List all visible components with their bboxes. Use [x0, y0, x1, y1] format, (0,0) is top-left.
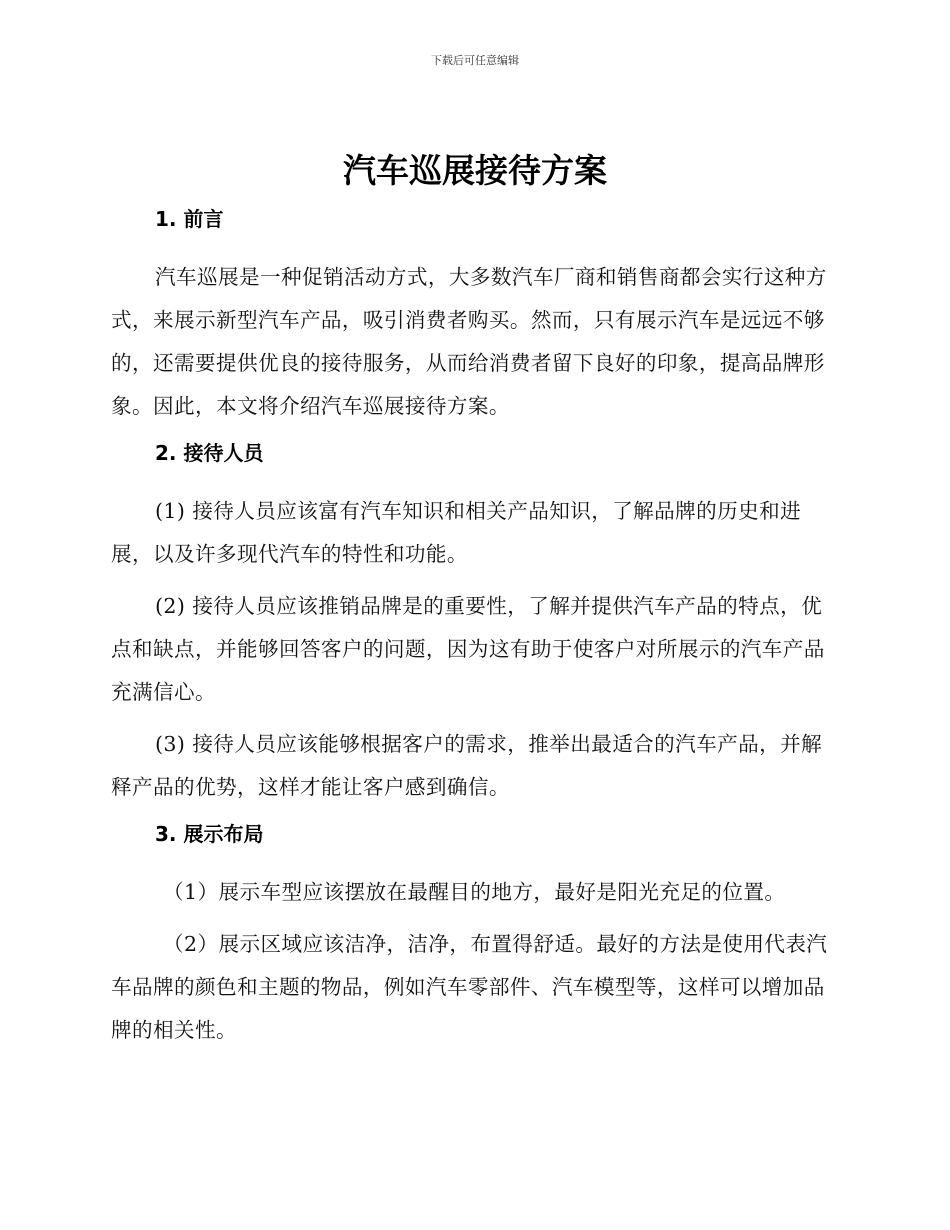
staff-paragraph-3: (3) 接待人员应该能够根据客户的需求，推举出最适合的汽车产品，并解释产品的优势，这样才能让客户感到确信。	[111, 732, 823, 799]
preface-paragraph: 汽车巡展是一种促销活动方式，大多数汽车厂商和销售商都会实行这种方式，来展示新型汽车产品，吸引消费者购买。然而，只有展示汽车是远远不够的，还需要提供优良的接待服务，从而给消费者留下良好的印象，提高品牌形象。因此，本文将介绍汽车巡展接待方案。	[111, 265, 827, 418]
staff-paragraph-1: (1) 接待人员应该富有汽车知识和相关产品知识，了解品牌的历史和进展，以及许多现代汽车的特性和功能。	[111, 499, 802, 566]
layout-paragraph-1: （1）展示车型应该摆放在最醒目的地方，最好是阳光充足的位置。	[163, 880, 786, 904]
section-heading-preface: 1. 前言	[155, 207, 224, 231]
section-heading-display-layout: 3. 展示布局	[155, 822, 264, 846]
staff-paragraph-2: (2) 接待人员应该推销品牌是的重要性，了解并提供汽车产品的特点，优点和缺点，并能够回答客户的问题，因为这有助于使客户对所展示的汽车产品充满信心。	[111, 594, 825, 704]
document-title: 汽车巡展接待方案	[343, 151, 607, 190]
section-heading-reception-staff: 2. 接待人员	[155, 441, 264, 465]
layout-paragraph-2: （2）展示区域应该洁净，洁净，布置得舒适。最好的方法是使用代表汽车品牌的颜色和主题的物品，例如汽车零部件、汽车模型等，这样可以增加品牌的相关性。	[111, 932, 828, 1042]
document-body	[111, 202, 831, 1052]
running-header: 下载后可任意编辑	[431, 54, 519, 67]
